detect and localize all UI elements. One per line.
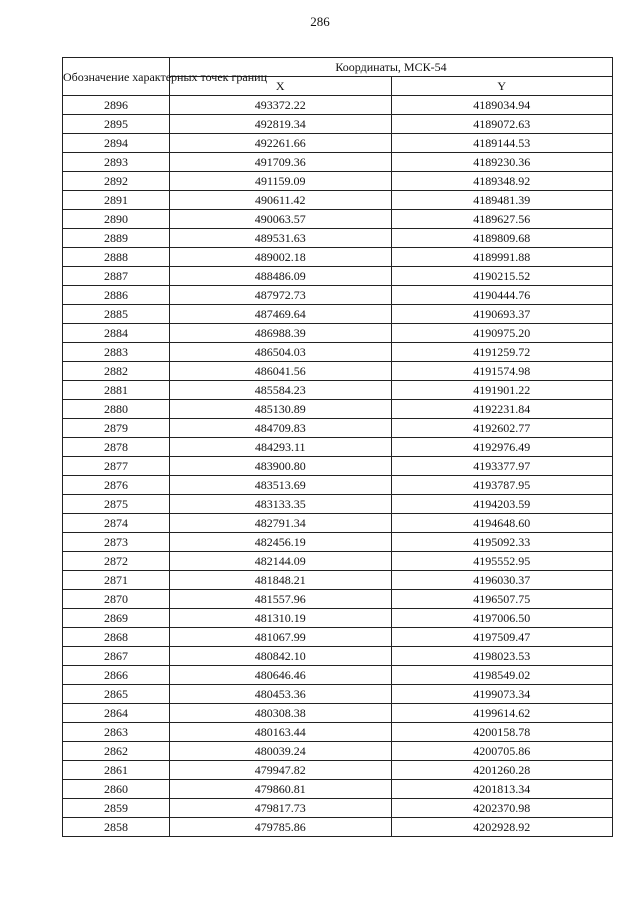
y-coordinate-cell: 4189034.94 (391, 96, 613, 115)
point-id-cell: 2874 (63, 514, 170, 533)
table-row (63, 362, 613, 381)
y-coordinate-cell: 4191259.72 (391, 343, 613, 362)
x-coordinate-cell: 490611.42 (170, 191, 392, 210)
y-coordinate-cell: 4194648.60 (391, 514, 613, 533)
table-row (63, 305, 613, 324)
y-coordinate-cell: 4192976.49 (391, 438, 613, 457)
y-coordinate-cell: 4197509.47 (391, 628, 613, 647)
x-coordinate-cell: 479860.81 (170, 780, 392, 799)
point-id-cell: 2873 (63, 533, 170, 552)
x-coordinate-cell: 483900.80 (170, 457, 392, 476)
table-row (63, 191, 613, 210)
point-id-cell: 2868 (63, 628, 170, 647)
x-coordinate-cell: 481310.19 (170, 609, 392, 628)
x-coordinate-cell: 486041.56 (170, 362, 392, 381)
table-row (63, 134, 613, 153)
table-body (63, 96, 613, 837)
point-id-cell: 2891 (63, 191, 170, 210)
point-id-cell: 2892 (63, 172, 170, 191)
table-row (63, 761, 613, 780)
y-coordinate-cell: 4200705.86 (391, 742, 613, 761)
x-coordinate-cell: 491159.09 (170, 172, 392, 191)
y-coordinate-cell: 4202928.92 (391, 818, 613, 837)
table-row (63, 666, 613, 685)
table-row (63, 457, 613, 476)
x-coordinate-cell: 480842.10 (170, 647, 392, 666)
table-row (63, 742, 613, 761)
table-row (63, 495, 613, 514)
table-row (63, 476, 613, 495)
y-coordinate-cell: 4202370.98 (391, 799, 613, 818)
x-coordinate-cell: 483513.69 (170, 476, 392, 495)
point-id-cell: 2896 (63, 96, 170, 115)
point-id-cell: 2865 (63, 685, 170, 704)
table-row (63, 324, 613, 343)
table-row (63, 723, 613, 742)
point-id-cell: 2860 (63, 780, 170, 799)
y-coordinate-cell: 4190693.37 (391, 305, 613, 324)
table-row (63, 172, 613, 191)
point-id-cell: 2894 (63, 134, 170, 153)
table-row (63, 799, 613, 818)
coordinates-header: Координаты, МСК-54 (170, 58, 613, 77)
table-row (63, 229, 613, 248)
x-column-header: X (170, 77, 392, 96)
y-coordinate-cell: 4197006.50 (391, 609, 613, 628)
x-coordinate-cell: 487469.64 (170, 305, 392, 324)
point-id-cell: 2890 (63, 210, 170, 229)
y-coordinate-cell: 4198023.53 (391, 647, 613, 666)
point-id-cell: 2864 (63, 704, 170, 723)
x-coordinate-cell: 481557.96 (170, 590, 392, 609)
y-coordinate-cell: 4189230.36 (391, 153, 613, 172)
point-id-cell: 2886 (63, 286, 170, 305)
point-designation-header: Обозначение характерных точек границ (63, 58, 170, 96)
point-id-cell: 2859 (63, 799, 170, 818)
table-row (63, 571, 613, 590)
point-id-cell: 2872 (63, 552, 170, 571)
table-row (63, 267, 613, 286)
x-coordinate-cell: 483133.35 (170, 495, 392, 514)
x-coordinate-cell: 488486.09 (170, 267, 392, 286)
x-coordinate-cell: 480039.24 (170, 742, 392, 761)
y-coordinate-cell: 4196507.75 (391, 590, 613, 609)
y-coordinate-cell: 4198549.02 (391, 666, 613, 685)
x-coordinate-cell: 479947.82 (170, 761, 392, 780)
point-id-cell: 2871 (63, 571, 170, 590)
table-row (63, 96, 613, 115)
point-id-cell: 2877 (63, 457, 170, 476)
x-coordinate-cell: 484293.11 (170, 438, 392, 457)
table-row (63, 248, 613, 267)
x-coordinate-cell: 492261.66 (170, 134, 392, 153)
point-id-cell: 2889 (63, 229, 170, 248)
page-number: 286 (310, 14, 330, 29)
x-coordinate-cell: 485584.23 (170, 381, 392, 400)
x-coordinate-cell: 493372.22 (170, 96, 392, 115)
y-coordinate-cell: 4189809.68 (391, 229, 613, 248)
x-coordinate-cell: 487972.73 (170, 286, 392, 305)
point-id-cell: 2858 (63, 818, 170, 837)
point-id-cell: 2880 (63, 400, 170, 419)
table-row (63, 438, 613, 457)
y-coordinate-cell: 4196030.37 (391, 571, 613, 590)
x-coordinate-cell: 480163.44 (170, 723, 392, 742)
point-id-cell: 2870 (63, 590, 170, 609)
y-coordinate-cell: 4189348.92 (391, 172, 613, 191)
y-coordinate-cell: 4200158.78 (391, 723, 613, 742)
table-row (63, 818, 613, 837)
x-coordinate-cell: 492819.34 (170, 115, 392, 134)
table-row (63, 590, 613, 609)
point-id-cell: 2876 (63, 476, 170, 495)
table-row (63, 419, 613, 438)
point-id-cell: 2881 (63, 381, 170, 400)
x-coordinate-cell: 482791.34 (170, 514, 392, 533)
y-coordinate-cell: 4190215.52 (391, 267, 613, 286)
point-id-cell: 2878 (63, 438, 170, 457)
y-coordinate-cell: 4192602.77 (391, 419, 613, 438)
table-row (63, 514, 613, 533)
y-coordinate-cell: 4190975.20 (391, 324, 613, 343)
y-coordinate-cell: 4191574.98 (391, 362, 613, 381)
y-coordinate-cell: 4189991.88 (391, 248, 613, 267)
x-coordinate-cell: 479785.86 (170, 818, 392, 837)
table-row (63, 609, 613, 628)
x-coordinate-cell: 479817.73 (170, 799, 392, 818)
point-id-cell: 2888 (63, 248, 170, 267)
x-coordinate-cell: 480308.38 (170, 704, 392, 723)
table-row (63, 780, 613, 799)
x-coordinate-cell: 484709.83 (170, 419, 392, 438)
point-id-cell: 2887 (63, 267, 170, 286)
table-row (63, 343, 613, 362)
table-row (63, 115, 613, 134)
point-id-cell: 2862 (63, 742, 170, 761)
y-coordinate-cell: 4189144.53 (391, 134, 613, 153)
table-row (63, 286, 613, 305)
y-coordinate-cell: 4201260.28 (391, 761, 613, 780)
y-coordinate-cell: 4193787.95 (391, 476, 613, 495)
table-row (63, 153, 613, 172)
table-row (63, 704, 613, 723)
table-row (63, 552, 613, 571)
point-id-cell: 2882 (63, 362, 170, 381)
table-row (63, 381, 613, 400)
table-header (63, 58, 613, 96)
point-id-cell: 2863 (63, 723, 170, 742)
x-coordinate-cell: 491709.36 (170, 153, 392, 172)
table-row (63, 533, 613, 552)
point-id-cell: 2885 (63, 305, 170, 324)
y-coordinate-cell: 4191901.22 (391, 381, 613, 400)
y-coordinate-cell: 4194203.59 (391, 495, 613, 514)
x-coordinate-cell: 490063.57 (170, 210, 392, 229)
point-id-cell: 2884 (63, 324, 170, 343)
point-id-cell: 2879 (63, 419, 170, 438)
point-id-cell: 2883 (63, 343, 170, 362)
x-coordinate-cell: 486504.03 (170, 343, 392, 362)
point-id-cell: 2866 (63, 666, 170, 685)
y-coordinate-cell: 4189072.63 (391, 115, 613, 134)
header-row-top (63, 58, 613, 77)
x-coordinate-cell: 481848.21 (170, 571, 392, 590)
point-id-cell: 2875 (63, 495, 170, 514)
y-coordinate-cell: 4193377.97 (391, 457, 613, 476)
point-id-cell: 2867 (63, 647, 170, 666)
x-coordinate-cell: 481067.99 (170, 628, 392, 647)
point-id-cell: 2861 (63, 761, 170, 780)
x-coordinate-cell: 480646.46 (170, 666, 392, 685)
y-coordinate-cell: 4199073.34 (391, 685, 613, 704)
x-coordinate-cell: 482144.09 (170, 552, 392, 571)
x-coordinate-cell: 489531.63 (170, 229, 392, 248)
y-coordinate-cell: 4189627.56 (391, 210, 613, 229)
x-coordinate-cell: 482456.19 (170, 533, 392, 552)
x-coordinate-cell: 486988.39 (170, 324, 392, 343)
x-coordinate-cell: 480453.36 (170, 685, 392, 704)
y-coordinate-cell: 4190444.76 (391, 286, 613, 305)
table-row (63, 685, 613, 704)
x-coordinate-cell: 485130.89 (170, 400, 392, 419)
point-id-cell: 2895 (63, 115, 170, 134)
y-coordinate-cell: 4201813.34 (391, 780, 613, 799)
table-row (63, 210, 613, 229)
y-coordinate-cell: 4199614.62 (391, 704, 613, 723)
y-coordinate-cell: 4195092.33 (391, 533, 613, 552)
table-row (63, 647, 613, 666)
table-row (63, 400, 613, 419)
y-coordinate-cell: 4189481.39 (391, 191, 613, 210)
x-coordinate-cell: 489002.18 (170, 248, 392, 267)
table-row (63, 628, 613, 647)
y-column-header: Y (391, 77, 613, 96)
y-coordinate-cell: 4192231.84 (391, 400, 613, 419)
point-id-cell: 2893 (63, 153, 170, 172)
y-coordinate-cell: 4195552.95 (391, 552, 613, 571)
point-id-cell: 2869 (63, 609, 170, 628)
coordinates-table (62, 57, 613, 837)
